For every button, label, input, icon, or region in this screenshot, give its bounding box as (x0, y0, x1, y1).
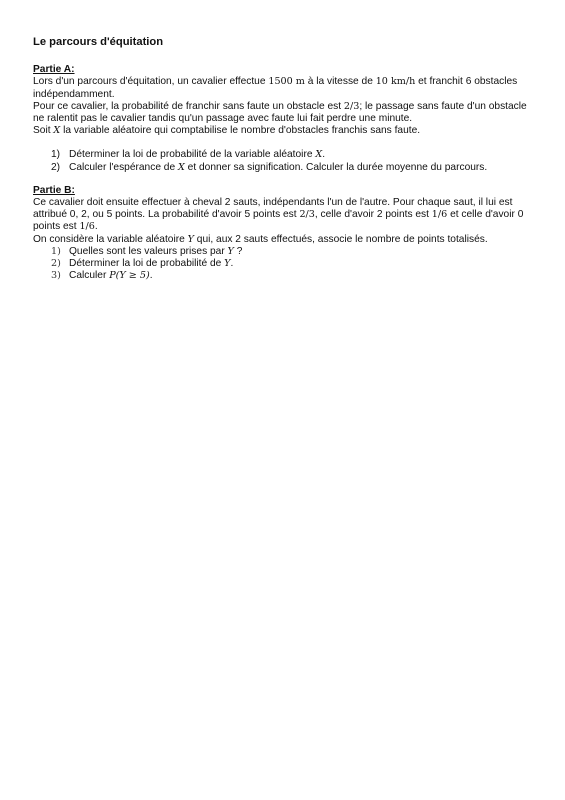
list-item: 3) Calculer P(Y ≥ 5). (51, 270, 153, 282)
document-title: Le parcours d'équitation (33, 36, 164, 48)
list-item: 2) Déterminer la loi de probabilité de Y. (51, 258, 234, 270)
part-a-section (33, 64, 533, 174)
part-b-heading: Partie B: (33, 184, 75, 196)
part-b-questions (51, 246, 533, 283)
part-a-paragraph-3: Soit X la variable aléatoire qui comptabilise le nombre d'obstacles franchis sans faute. (33, 125, 421, 137)
part-a-paragraph-1: Lors d'un parcours d'équitation, un cavalier effectue 1500 m à la vitesse de 10 km/h et franchit 6 obstacles indépendamment. (33, 76, 518, 100)
part-b-paragraph-1: Ce cavalier doit ensuite effectuer à cheval 2 sauts, indépendants l'un de l'autre. Pour chaque saut, il lui est attribué 0, 2, ou 5 points. La probabilité d'avoir 5 points est 2/3, celle d'avoir 2 points est 1/6 et celle d'avoir 0 points est 1/6. (33, 197, 524, 233)
exercise-document (33, 36, 533, 282)
part-b-section (33, 185, 533, 283)
list-item: 1) Déterminer la loi de probabilité de la variable aléatoire X. (51, 149, 326, 161)
part-a-questions (51, 149, 533, 173)
part-b-paragraph-2: On considère la variable aléatoire Y qui, aux 2 sauts effectués, associe le nombre de points totalisés. (33, 233, 488, 245)
list-item: 2) Calculer l'espérance de X et donner sa signification. Calculer la durée moyenne du parcours. (51, 161, 488, 173)
part-a-heading: Partie A: (33, 64, 75, 76)
part-a-paragraph-2: Pour ce cavalier, la probabilité de franchir sans faute un obstacle est 2/3; le passage sans faute d'un obstacle ne ralentit pas le cavalier tandis qu'un passage avec faute lui fait perdre une minute. (33, 100, 527, 125)
list-item: 1) Quelles sont les valeurs prises par Y ? (51, 245, 243, 257)
